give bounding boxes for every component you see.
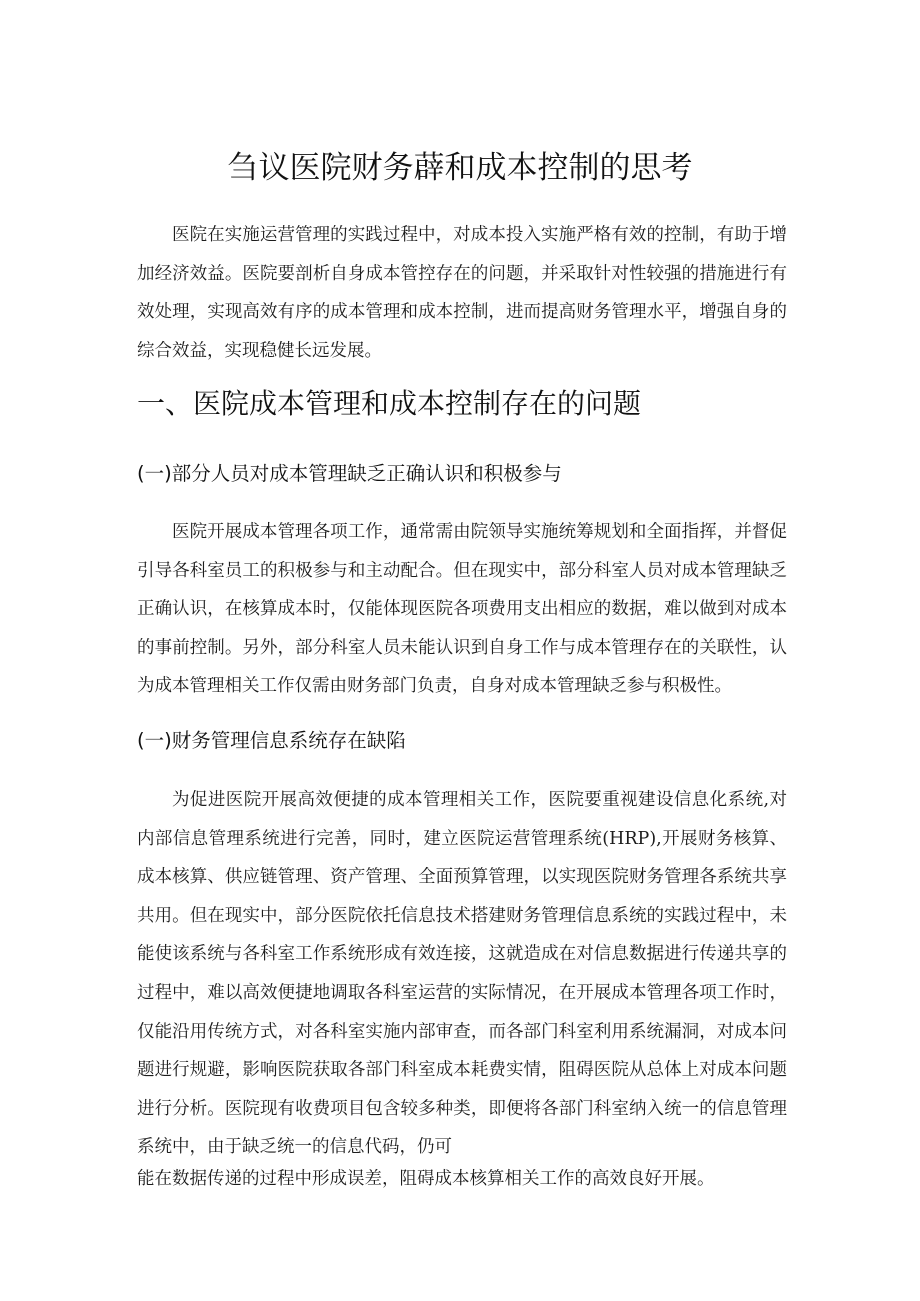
subsection-heading-2: (一)财务管理信息系统存在缺陷	[137, 729, 406, 752]
subsection-2-paragraph: 为促进医院开展高效便捷的成本管理相关工作，医院要重视建设信息化系统,对内部信息管理系统进行完善，同时，建立医院运营管理系统(HRP),开展财务核算、成本核算、供应链管理、资产管理、全面预算管理，以实现医院财务管理各系统共享共用。但在现实中，部分医院依托信息技术搭建财务管理信息系统的实践过程中，未能使该系统与各科室工作系统形成有效连接，这就造成在对信息数据进行传递共享的过程中，难以高效便捷地调取各科室运营的实际情况，在开展成本管理各项工作时，仅能沿用传统方式，对各科室实施内部审查，而各部门科室利用系统漏洞，对成本问题进行规避，影响医院获取各部门科室成本耗费实情，阻碍医院从总体上对成本问题进行分析。医院现有收费项目包含较多种类，即便将各部门科室纳入统一的信息管理系统中，由于缺乏统一的信息代码，仍可	[137, 790, 787, 1158]
page-title: 刍议医院财务薜和成本控制的思考	[227, 150, 693, 186]
subsection-heading-1: (一)部分人员对成本管理缺乏正确认识和积极参与	[137, 462, 562, 485]
subsection-1-paragraph: 医院开展成本管理各项工作，通常需由院领导实施统筹规划和全面指挥，并督促引导各科室员工的积极参与和主动配合。但在现实中，部分科室人员对成本管理缺乏正确认识，在核算成本时，仅能体现医院各项费用支出相应的数据，难以做到对成本的事前控制。另外，部分科室人员未能认识到自身工作与成本管理存在的关联性，认为成本管理相关工作仅需由财务部门负责，自身对成本管理缺乏参与积极性。	[137, 522, 787, 697]
intro-paragraph: 医院在实施运营管理的实践过程中，对成本投入实施严格有效的控制，有助于增加经济效益。医院要剖析自身成本管控存在的问题，并采取针对性较强的措施进行有效处理，实现高效有序的成本管理和成本控制，进而提高财务管理水平，增强自身的综合效益，实现稳健长远发展。	[137, 225, 787, 361]
section-heading: 一、医院成本管理和成本控制存在的问题	[137, 387, 642, 420]
continuation-paragraph: 能在数据传递的过程中形成误差，阻碍成本核算相关工作的高效良好开展。	[137, 1169, 715, 1189]
